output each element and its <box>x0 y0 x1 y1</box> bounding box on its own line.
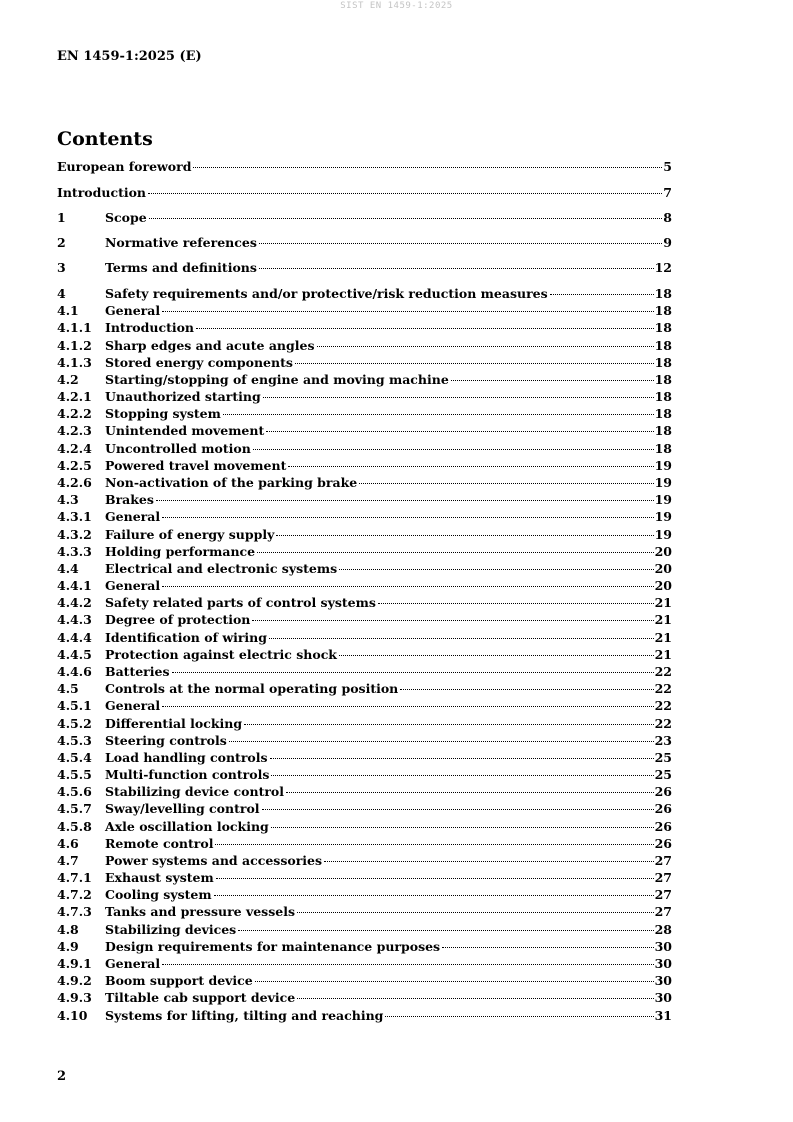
toc-dot-leader <box>339 569 653 570</box>
toc-dot-leader <box>378 603 654 604</box>
toc-entry-page: 21 <box>654 646 672 662</box>
toc-entry-number: 4.2.3 <box>57 423 92 439</box>
toc-entry[interactable] <box>57 158 672 175</box>
toc-entry[interactable] <box>57 354 672 371</box>
toc-entry-number: 4.2.5 <box>57 457 92 473</box>
toc-entry-page: 18 <box>654 423 672 439</box>
toc-entry-page: 20 <box>654 560 672 576</box>
toc-dot-leader <box>339 655 654 656</box>
toc-entry-page: 28 <box>654 921 672 937</box>
toc-entry-number: 4.1.1 <box>57 320 92 336</box>
toc-dot-leader <box>162 311 653 312</box>
toc-entry-page: 25 <box>654 749 672 765</box>
toc-entry-title: Steering controls <box>105 732 227 748</box>
toc-entry-title: Multi-function controls <box>105 767 270 783</box>
toc-entry-title: Tiltable cab support device <box>105 990 296 1006</box>
toc-entry-number: 4.7.2 <box>57 887 92 903</box>
toc-dot-leader <box>442 947 653 948</box>
toc-entry-title: Brakes <box>105 492 154 508</box>
toc-entry-number: 4.4.2 <box>57 595 92 611</box>
toc-entry-page: 18 <box>654 286 672 301</box>
toc-entry-page: 18 <box>654 371 672 387</box>
toc-entry[interactable] <box>57 405 672 422</box>
toc-entry-page: 22 <box>654 715 672 731</box>
toc-dot-leader <box>252 620 653 621</box>
toc-entry-number: 4.5.1 <box>57 698 92 714</box>
toc-entry[interactable] <box>57 852 672 869</box>
toc-dot-leader <box>149 218 663 219</box>
toc-entry[interactable] <box>57 491 672 508</box>
toc-entry-page: 30 <box>654 973 672 989</box>
toc-dot-leader <box>162 964 653 965</box>
toc-entry[interactable] <box>57 800 672 817</box>
toc-entry[interactable] <box>57 560 672 577</box>
toc-entry-title: Uncontrolled motion <box>105 440 251 456</box>
toc-entry-page: 22 <box>654 663 672 679</box>
toc-entry[interactable] <box>57 715 672 732</box>
toc-dot-leader <box>271 827 654 828</box>
toc-entry-page: 8 <box>663 210 672 225</box>
toc-dot-leader <box>271 775 653 776</box>
toc-entry[interactable] <box>57 337 672 354</box>
toc-dot-leader <box>193 167 662 168</box>
toc-entry[interactable] <box>57 388 672 405</box>
toc-entry-page: 27 <box>654 870 672 886</box>
toc-entry[interactable] <box>57 259 672 276</box>
toc-entry-number: 1 <box>57 210 66 225</box>
toc-entry-page: 20 <box>654 578 672 594</box>
toc-entry[interactable] <box>57 508 672 525</box>
toc-entry-page: 19 <box>654 526 672 542</box>
toc-entry-title: Stopping system <box>105 406 221 422</box>
toc-entry-title: Boom support device <box>105 973 253 989</box>
toc-dot-leader <box>295 363 654 364</box>
toc-entry-title: Power systems and accessories <box>105 852 323 868</box>
toc-entry-page: 19 <box>654 509 672 525</box>
toc-entry-title: Failure of energy supply <box>105 526 275 542</box>
toc-entry-title: Controls at the normal operating position <box>105 681 399 697</box>
toc-entry-title: Protection against electric shock <box>105 646 337 662</box>
toc-entry[interactable] <box>57 835 672 852</box>
toc-dot-leader <box>269 638 654 639</box>
toc-entry-number: 4.9.2 <box>57 973 92 989</box>
toc-dot-leader <box>385 1016 653 1017</box>
toc-dot-leader <box>162 706 653 707</box>
toc-dot-leader <box>286 792 654 793</box>
toc-entry-number: 4 <box>57 286 66 301</box>
toc-dot-leader <box>263 397 654 398</box>
toc-entry[interactable] <box>57 543 672 560</box>
toc-entry-title: Safety requirements and/or protective/risk reduction measures <box>105 286 548 301</box>
toc-entry-page: 5 <box>663 159 672 174</box>
toc-entry[interactable] <box>57 302 672 319</box>
toc-entry-number: 4.5.6 <box>57 784 92 800</box>
toc-entry-page: 18 <box>654 389 672 405</box>
toc-dot-leader <box>257 552 653 553</box>
toc-entry-page: 31 <box>654 1007 672 1023</box>
toc-entry-number: 4.3.2 <box>57 526 92 542</box>
toc-entry-number: 4.7 <box>57 852 79 868</box>
toc-entry-title: Remote control <box>105 835 214 851</box>
toc-entry-title: Electrical and electronic systems <box>105 560 338 576</box>
toc-entry-number: 4.3 <box>57 492 79 508</box>
toc-entry-number: 4.4.6 <box>57 663 92 679</box>
toc-entry-number: 4.2.6 <box>57 474 92 490</box>
toc-dot-leader <box>359 483 653 484</box>
toc-dot-leader <box>400 689 653 690</box>
toc-entry[interactable] <box>57 319 672 336</box>
toc-entry-page: 7 <box>663 185 672 200</box>
toc-entry-number: 4.2.2 <box>57 406 92 422</box>
toc-entry-page: 21 <box>654 595 672 611</box>
toc-entry-page: 18 <box>654 337 672 353</box>
toc-entry[interactable] <box>57 903 672 920</box>
toc-entry-number: 4.7.1 <box>57 870 92 886</box>
toc-entry-page: 30 <box>654 990 672 1006</box>
toc-entry[interactable] <box>57 680 672 697</box>
toc-entry-number: 4.4.4 <box>57 629 92 645</box>
toc-dot-leader <box>259 243 662 244</box>
toc-dot-leader <box>162 586 653 587</box>
toc-dot-leader <box>297 912 654 913</box>
toc-entry[interactable] <box>57 440 672 457</box>
toc-entry-title: Systems for lifting, tilting and reaching <box>105 1007 384 1023</box>
toc-entry-title: General <box>105 303 161 319</box>
toc-dot-leader <box>229 741 654 742</box>
toc-entry-page: 30 <box>654 956 672 972</box>
toc-dot-leader <box>550 294 654 295</box>
toc-entry-number: 2 <box>57 235 66 250</box>
toc-entry-number: 4.9.3 <box>57 990 92 1006</box>
toc-entry-number: 4.5.2 <box>57 715 92 731</box>
toc-entry-title: General <box>105 578 161 594</box>
toc-entry-title: Holding performance <box>105 543 256 559</box>
toc-entry-number: 4.2.4 <box>57 440 92 456</box>
toc-dot-leader <box>196 328 654 329</box>
toc-entry-page: 27 <box>654 887 672 903</box>
toc-entry[interactable] <box>57 474 672 491</box>
toc-entry-title: Unintended movement <box>105 423 265 439</box>
toc-dot-leader <box>288 466 653 467</box>
toc-entry-page: 19 <box>654 474 672 490</box>
toc-entry-title: Exhaust system <box>105 870 214 886</box>
toc-entry-title: Degree of protection <box>105 612 251 628</box>
toc-entry-page: 20 <box>654 543 672 559</box>
toc-entry[interactable] <box>57 422 672 439</box>
toc-entry-number: 4.5 <box>57 681 79 697</box>
toc-entry-title: Introduction <box>105 320 195 336</box>
toc-dot-leader <box>255 981 654 982</box>
toc-entry-page: 26 <box>654 818 672 834</box>
toc-entry-title: Terms and definitions <box>105 260 257 275</box>
toc-entry-number: 4.9.1 <box>57 956 92 972</box>
toc-entry-title: Batteries <box>105 663 170 679</box>
toc-entry-page: 19 <box>654 457 672 473</box>
toc-dot-leader <box>172 672 654 673</box>
toc-entry-title: Stored energy components <box>105 354 293 370</box>
toc-entry[interactable] <box>57 1007 672 1024</box>
toc-dot-leader <box>156 500 654 501</box>
toc-entry[interactable] <box>57 938 672 955</box>
toc-dot-leader <box>259 268 654 269</box>
toc-entry-number: 3 <box>57 260 66 275</box>
toc-entry-title: Non-activation of the parking brake <box>105 474 358 490</box>
toc-dot-leader <box>148 193 662 194</box>
toc-dot-leader <box>223 414 654 415</box>
toc-entry-title: Starting/stopping of engine and moving machine <box>105 371 449 387</box>
toc-entry-title: Stabilizing device control <box>105 784 285 800</box>
toc-entry[interactable] <box>57 577 672 594</box>
toc-entry[interactable] <box>57 921 672 938</box>
toc-entry-number: 4.8 <box>57 921 79 937</box>
toc-entry-title: Identification of wiring <box>105 629 267 645</box>
toc-entry-page: 26 <box>654 835 672 851</box>
toc-entry-page: 21 <box>654 612 672 628</box>
toc-dot-leader <box>244 724 654 725</box>
toc-entry[interactable] <box>57 611 672 628</box>
toc-entry-title: Normative references <box>105 235 257 250</box>
toc-entry-number: 4.5.5 <box>57 767 92 783</box>
toc-dot-leader <box>324 861 654 862</box>
toc-entry[interactable] <box>57 989 672 1006</box>
toc-entry-page: 26 <box>654 801 672 817</box>
toc-entry-page: 18 <box>654 406 672 422</box>
toc-entry-number: 4.7.3 <box>57 904 92 920</box>
toc-dot-leader <box>451 380 654 381</box>
toc-entry-title: General <box>105 956 161 972</box>
toc-entry-number: 4.9 <box>57 938 79 954</box>
toc-entry-page: 18 <box>654 303 672 319</box>
toc-dot-leader <box>297 998 653 999</box>
toc-dot-leader <box>214 895 654 896</box>
toc-entry-page: 18 <box>654 440 672 456</box>
toc-entry-page: 9 <box>663 235 672 250</box>
toc-entry-number: 4.4.1 <box>57 578 92 594</box>
toc-entry-title: Load handling controls <box>105 749 268 765</box>
toc-entry-title: European foreword <box>57 159 192 174</box>
toc-entry-title: General <box>105 509 161 525</box>
toc-entry[interactable] <box>57 285 672 302</box>
toc-dot-leader <box>216 878 654 879</box>
toc-entry-number: 4.3.1 <box>57 509 92 525</box>
toc-entry-page: 12 <box>654 260 672 275</box>
toc-entry-number: 4.4.5 <box>57 646 92 662</box>
toc-dot-leader <box>317 346 654 347</box>
toc-entry[interactable] <box>57 209 672 226</box>
toc-entry-page: 21 <box>654 629 672 645</box>
toc-entry[interactable] <box>57 234 672 251</box>
toc-entry-page: 18 <box>654 354 672 370</box>
toc-entry-title: Cooling system <box>105 887 212 903</box>
toc-entry-page: 25 <box>654 767 672 783</box>
toc-entry-title: Design requirements for maintenance purposes <box>105 938 441 954</box>
toc-entry-page: 22 <box>654 681 672 697</box>
toc-entry-number: 4.1.3 <box>57 354 92 370</box>
toc-entry-page: 27 <box>654 852 672 868</box>
toc-entry[interactable] <box>57 646 672 663</box>
toc-entry-title: Sharp edges and acute angles <box>105 337 315 353</box>
toc-entry-page: 30 <box>654 938 672 954</box>
toc-entry[interactable] <box>57 371 672 388</box>
toc-entry-page: 19 <box>654 492 672 508</box>
toc-entry[interactable] <box>57 869 672 886</box>
toc-entry-number: 4.10 <box>57 1007 88 1023</box>
toc-entry-page: 23 <box>654 732 672 748</box>
toc-entry-title: Sway/levelling control <box>105 801 260 817</box>
toc-entry-number: 4.2 <box>57 371 79 387</box>
toc-entry[interactable] <box>57 184 672 201</box>
toc-entry-title: Stabilizing devices <box>105 921 237 937</box>
toc-dot-leader <box>162 517 653 518</box>
toc-entry[interactable] <box>57 818 672 835</box>
document-id: EN 1459-1:2025 (E) <box>57 49 202 64</box>
toc-entry-number: 4.2.1 <box>57 389 92 405</box>
toc-entry-number: 4.4.3 <box>57 612 92 628</box>
toc-entry-number: 4.3.3 <box>57 543 92 559</box>
toc-entry[interactable] <box>57 783 672 800</box>
toc-entry-title: Scope <box>105 210 147 225</box>
toc-entry-title: Differential locking <box>105 715 243 731</box>
toc-entry-title: Tanks and pressure vessels <box>105 904 295 920</box>
toc-entry-page: 27 <box>654 904 672 920</box>
toc-entry[interactable] <box>57 697 672 714</box>
toc-entry-page: 18 <box>654 320 672 336</box>
page-number: 2 <box>57 1069 67 1084</box>
toc-entry[interactable] <box>57 663 672 680</box>
toc-entry-number: 4.6 <box>57 835 79 851</box>
toc-entry[interactable] <box>57 629 672 646</box>
toc-dot-leader <box>238 930 653 931</box>
toc-entry-page: 22 <box>654 698 672 714</box>
toc-entry[interactable] <box>57 732 672 749</box>
toc-entry-number: 4.1.2 <box>57 337 92 353</box>
page-title: Contents <box>57 128 153 150</box>
toc-entry-number: 4.1 <box>57 303 79 319</box>
toc-entry-title: General <box>105 698 161 714</box>
toc-entry-page: 26 <box>654 784 672 800</box>
toc-dot-leader <box>266 431 653 432</box>
toc-entry[interactable] <box>57 886 672 903</box>
toc-entry-title: Introduction <box>57 185 147 200</box>
toc-entry[interactable] <box>57 457 672 474</box>
toc-dot-leader <box>270 758 654 759</box>
toc-entry-title: Unauthorized starting <box>105 389 261 405</box>
toc-entry[interactable] <box>57 594 672 611</box>
watermark: SIST EN 1459-1:2025 <box>340 1 453 11</box>
toc-entry-number: 4.4 <box>57 560 79 576</box>
toc-dot-leader <box>276 535 653 536</box>
toc-entry-number: 4.5.3 <box>57 732 92 748</box>
toc-entry-title: Axle oscillation locking <box>105 818 269 834</box>
toc-entry[interactable] <box>57 526 672 543</box>
toc-entry-number: 4.5.7 <box>57 801 92 817</box>
toc-entry[interactable] <box>57 972 672 989</box>
toc-dot-leader <box>253 449 654 450</box>
toc-dot-leader <box>262 809 654 810</box>
toc-entry[interactable] <box>57 766 672 783</box>
toc-entry[interactable] <box>57 749 672 766</box>
toc-entry-title: Powered travel movement <box>105 457 287 473</box>
toc-dot-leader <box>215 844 653 845</box>
toc-entry[interactable] <box>57 955 672 972</box>
toc-entry-title: Safety related parts of control systems <box>105 595 376 611</box>
toc-entry-number: 4.5.8 <box>57 818 92 834</box>
toc-entry-number: 4.5.4 <box>57 749 92 765</box>
